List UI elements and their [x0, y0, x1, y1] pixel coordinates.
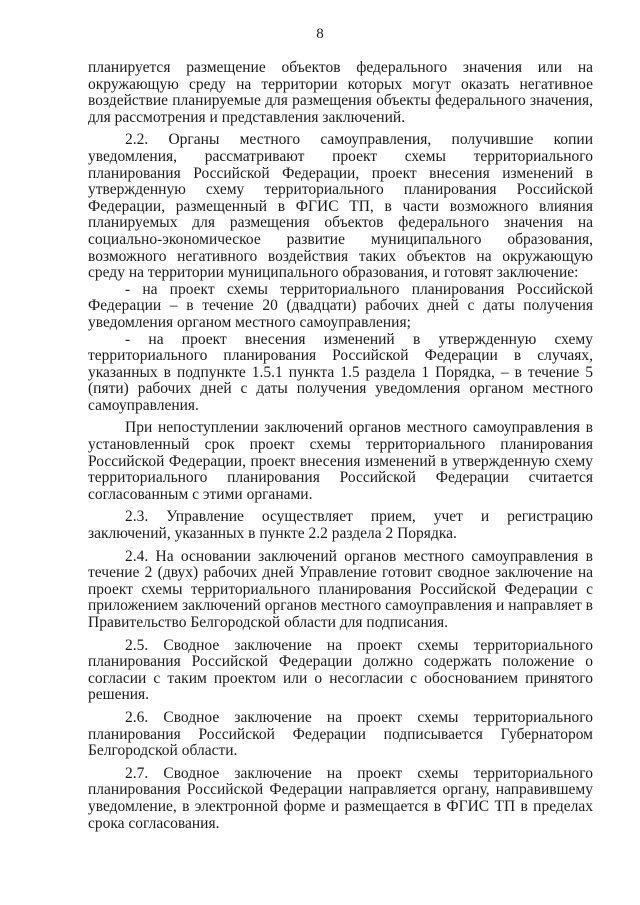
paragraph-continuation: планируется размещение объектов федерального значения или на окружающую среду на территории которых могут оказать негативное воздействие планируемые для размещения объекты федерального значения, для рассмотрения и представления заключений.	[88, 59, 593, 126]
document-body	[88, 60, 593, 832]
list-item-scheme-project: - на проект схемы территориального планирования Российской Федерации – в течение 20 (двадцати) рабочих дней с даты получения уведомления органом местного самоуправления;	[88, 280, 593, 331]
page-number: 8	[316, 26, 324, 42]
list-item-amendment-project: - на проект внесения изменений в утвержденную схему территориального планирования Российской Федерации в случаях, указанных в подпункте 1.5.1 пункта 1.5 раздела 1 Порядка, – в течение 5 (пяти) рабочих дней с даты получения уведомления органом местного самоуправления.	[88, 330, 593, 414]
paragraph-2-2: 2.2. Органы местного самоуправления, получившие копии уведомления, рассматривают проект схемы территориального планирования Российской Федерации, проект внесения изменений в утвержденную схему территориального планирования Российской Федерации, размещенный в ФГИС ТП, в части возможного влияния планируемых для размещения объектов федерального значения на социально-экономическое развитие муниципального образования, возможного негативного воздействия таких объектов на окружающую среду на территории муниципального образования, и готовят заключение:	[88, 131, 593, 282]
paragraph-2-6: 2.6. Сводное заключение на проект схемы территориального планирования Российской Федерации подписывается Губернатором Белгородской области.	[88, 708, 593, 760]
paragraph-2-3: 2.3. Управление осуществляет прием, учет и регистрацию заключений, указанных в пункте 2.2 раздела 2 Порядка.	[88, 508, 593, 543]
paragraph-2-7: 2.7. Сводное заключение на проект схемы территориального планирования Российской Федерации направляется органу, направившему уведомление, в электронной форме и размещается в ФГИС ТП в пределах срока согласования.	[88, 764, 593, 832]
paragraph-no-response: При непоступлении заключений органов местного самоуправления в установленный срок проект схемы территориального планирования Российской Федерации, проект внесения изменений в утвержденную схему территориального планирования Российской Федерации считается согласованным с этими органами.	[88, 419, 593, 503]
paragraph-2-4: 2.4. На основании заключений органов местного самоуправления в течение 2 (двух) рабочих дней Управление готовит сводное заключение на проект схемы территориального планирования Российской Федерации с приложением заключений органов местного самоуправления и направляет в Правительство Белгородской области для подписания.	[88, 547, 593, 631]
paragraph-2-5: 2.5. Сводное заключение на проект схемы территориального планирования Российской Федерации должно содержать положение о согласии с таким проектом или о несогласии с обоснованием принятого решения.	[88, 636, 593, 704]
